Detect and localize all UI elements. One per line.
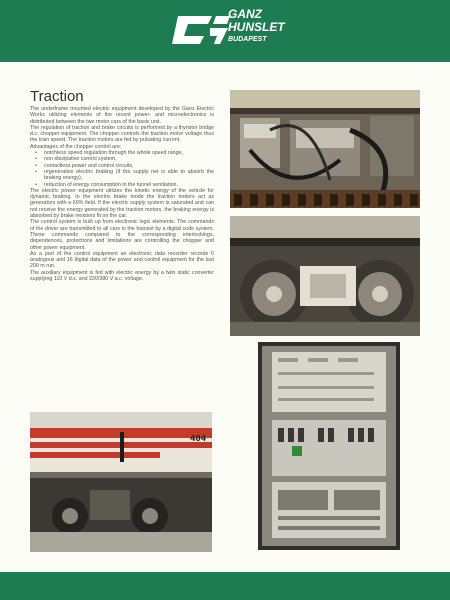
page-title: Traction xyxy=(30,88,84,105)
list-item: • notchless speed regulation through the whole speed range, xyxy=(44,150,214,156)
header-band xyxy=(0,0,450,62)
list-item: • regenerative electric braking (if the supply net is able to absorb the braking energy), xyxy=(44,169,214,182)
article-body xyxy=(30,106,214,282)
logo-line-ganz: GANZ xyxy=(228,7,262,21)
paragraph: The auxiliary equipment is fed with electric energy by a twin static converter supplying 110 V d.c. and 220/380 V a.c. voltage. xyxy=(30,269,214,283)
photo-train-car xyxy=(30,412,212,552)
photo-underframe-equipment xyxy=(230,90,420,208)
logo-text xyxy=(228,8,285,45)
company-logo xyxy=(170,6,285,56)
paragraph: As a part of the control equipment an electronic data recorder records 6 analogous and 16 digital data of the power and control equipment for the last 200 m run. xyxy=(30,250,214,270)
paragraph: The control system is built up from electronic logic elements. The commands of the driver are transmitted to all cars in the trainset by a digital code system. These commands compared to the corresponding interlockings, dependences, protections and limitations are controlling the chopper and other power equipment. xyxy=(30,219,214,251)
photo-bogie xyxy=(230,216,420,336)
paragraph: The regulation of traction and brake circuits is performed by a thyristor bridge d.c. chopper equipment. The chopper controls the traction motor voltage thus the train speed. The traction motors are fed by pulsating current. xyxy=(30,124,214,144)
logo-line-budapest: BUDAPEST xyxy=(228,36,267,43)
logo-mark-icon xyxy=(170,10,230,50)
paragraph: Advantages of the chopper control are: xyxy=(30,143,122,150)
paragraph: The underframe mounted electric equipment developed by the Ganz Electric Works utilizing elements of the recent power- and microelectronics is distributed between the two motor cars of the basic unit. xyxy=(30,106,214,125)
footer-band xyxy=(0,572,450,600)
list-item: • contactless power and control circuits, xyxy=(44,163,214,169)
car-number: 404 xyxy=(190,434,207,444)
list-item: • reduction of energy consumption in the tunnel ventilation. xyxy=(44,182,214,188)
list-item: • non-dissipative control system, xyxy=(44,156,214,162)
paragraph: The electric power equipment utilizes the kinetic energy of the vehicle for dynamic braking. In the electric brake mode the traction motors act as generators with a 60% field. If the electric supply system is saturated and can not receive the energy generated by the traction motors, the braking energy is absorbed by brake resistors fit on the car. xyxy=(30,187,214,220)
photo-control-cabinet xyxy=(258,342,400,550)
logo-line-hunslet: HUNSLET xyxy=(228,20,285,34)
advantages-list xyxy=(30,150,214,188)
